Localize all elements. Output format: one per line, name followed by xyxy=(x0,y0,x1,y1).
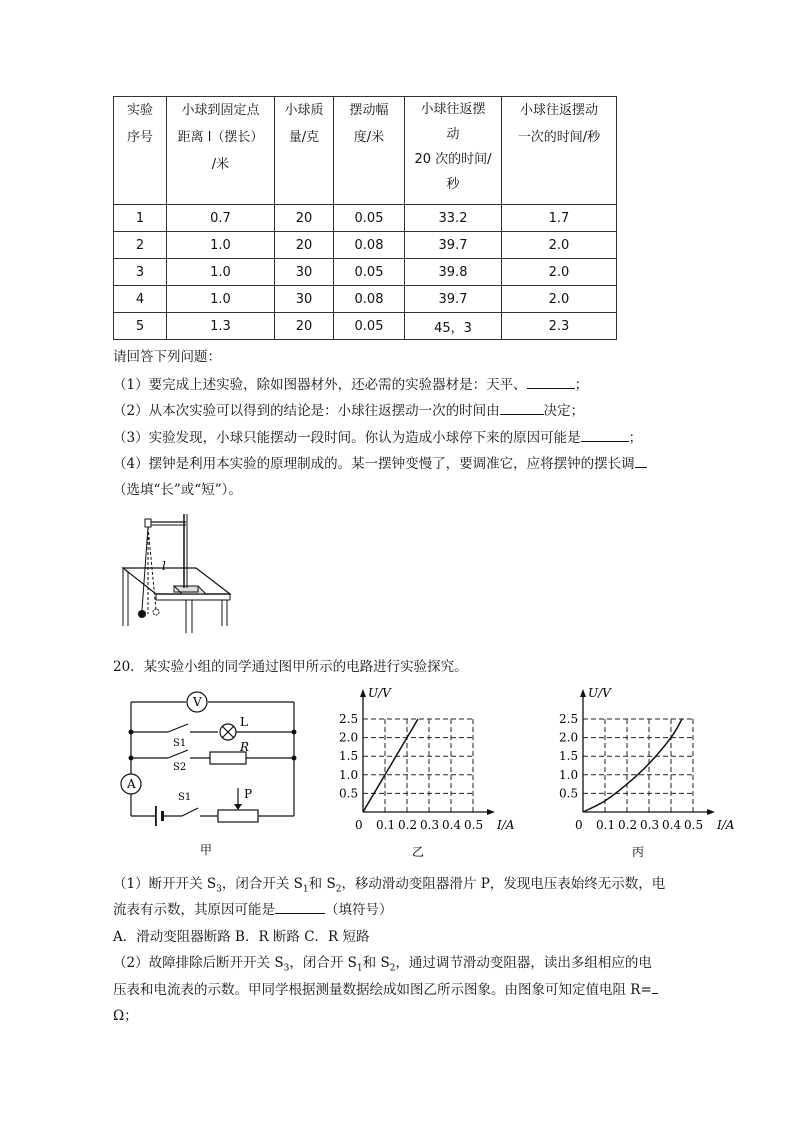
text-span: ，闭合开关 S xyxy=(221,876,303,892)
table-cell: 4 xyxy=(114,286,167,313)
subscript: 3 xyxy=(216,884,222,895)
q19-part3-text: （3）实验发现，小球只能摆动一段时间。你认为造成小球停下来的原因可能是 xyxy=(113,430,581,446)
text-span: （2）故障排除后断开开关 S xyxy=(113,955,284,971)
y-tick-label: 0.5 xyxy=(559,786,579,801)
switch-s1-bottom-label: S1 xyxy=(178,792,192,803)
y-axis-arrow xyxy=(580,689,586,697)
answer-blank[interactable] xyxy=(581,427,629,442)
header-line: 秒 xyxy=(446,177,460,192)
text-span: 流表有示数，其原因可能是 xyxy=(113,902,275,918)
table-cell: 3 xyxy=(114,259,167,286)
x-tick-label: 0.3 xyxy=(420,818,440,832)
table-cell: 1 xyxy=(114,205,167,232)
text-span: 和 S xyxy=(308,876,336,892)
q19-prompt: 请回答下列问题： xyxy=(113,349,221,365)
table-row xyxy=(114,232,617,259)
x-tick-label: 0.4 xyxy=(442,818,462,832)
x-tick-label: 0.3 xyxy=(640,818,660,832)
slider-label: P xyxy=(244,787,253,801)
text-span: 压表和电流表的示数。甲同学根据测量数据绘成如图乙所示图象。由图象可知定值电阻 R= xyxy=(113,982,652,998)
header-cell xyxy=(275,97,334,205)
header-line: /米 xyxy=(211,157,230,172)
table-row xyxy=(114,259,617,286)
text-span: （填符号） xyxy=(325,902,393,918)
header-line: 距离 l（摆长） xyxy=(177,130,264,145)
x-tick-label: 0 xyxy=(575,818,583,832)
table-cell: 1.3 xyxy=(167,313,275,340)
circuit-diagram xyxy=(118,688,304,858)
text-span: ，移动滑动变阻器滑片 P，发现电压表始终无示数，电 xyxy=(341,876,666,892)
q19-part4 xyxy=(113,452,647,472)
x-axis-label: I/A xyxy=(497,818,515,832)
table-cell: 45，3 xyxy=(405,313,502,340)
header-line: 小球到固定点 xyxy=(181,103,260,118)
series-line xyxy=(583,719,682,812)
table-cell: 2.0 xyxy=(502,232,617,259)
table-cell: 2.0 xyxy=(502,286,617,313)
subscript: 1 xyxy=(356,963,363,974)
resistor-label: R xyxy=(240,740,250,754)
y-tick-label: 1.5 xyxy=(339,749,359,764)
text-span: ，通过调节滑动变阻器，读出多组相应的电 xyxy=(395,955,652,971)
q20-part2-line1 xyxy=(113,951,652,974)
q19-part2-text: （2）从本次实验可以得到的结论是：小球往返摆动一次的时间由 xyxy=(113,403,500,419)
y-tick-label: 1.0 xyxy=(339,767,359,782)
y-tick-label: 1.5 xyxy=(559,749,579,764)
x-axis-arrow xyxy=(707,809,715,815)
x-axis-arrow xyxy=(487,809,495,815)
x-tick-label: 0.5 xyxy=(464,818,484,832)
y-axis-label: U/V xyxy=(588,686,611,700)
header-line: 动 xyxy=(446,127,460,142)
q19-part4-text: （4）摆钟是利用本实验的原理制成的。某一摆钟变慢了，要调准它，应将摆钟的摆长调 xyxy=(113,456,635,472)
answer-blank[interactable] xyxy=(652,979,658,994)
header-line: 一次的时间/秒 xyxy=(517,130,601,145)
ammeter-label: A xyxy=(127,777,136,791)
subscript: 3 xyxy=(283,963,290,974)
q19-part3 xyxy=(113,426,642,446)
answer-blank[interactable] xyxy=(500,400,544,415)
lamp-label: L xyxy=(240,715,248,729)
switch-s1-top-label: S1 xyxy=(173,738,187,749)
table-cell: 5 xyxy=(114,313,167,340)
table-cell: 0.05 xyxy=(334,205,405,232)
experiment-table xyxy=(113,96,617,340)
y-tick-label: 1.0 xyxy=(559,767,579,782)
table-cell: 1.0 xyxy=(167,232,275,259)
text-span: ，闭合开 S xyxy=(289,955,357,971)
table-cell: 0.08 xyxy=(334,232,405,259)
header-cell xyxy=(167,97,275,205)
subscript: 2 xyxy=(389,963,396,974)
q19-part1 xyxy=(113,373,588,393)
table-cell: 39.7 xyxy=(405,286,502,313)
table-cell: 0.05 xyxy=(334,259,405,286)
table-cell: 30 xyxy=(275,286,334,313)
table-cell: 39.8 xyxy=(405,259,502,286)
table-cell: 30 xyxy=(275,259,334,286)
q19-part2 xyxy=(113,399,584,419)
table-cell: 2.3 xyxy=(502,313,617,340)
table-cell: 20 xyxy=(275,313,334,340)
table-cell: 20 xyxy=(275,205,334,232)
q20-title: 20．某实验小组的同学通过图甲所示的电路进行实验探究。 xyxy=(113,659,468,675)
text-span: （1）断开开关 S xyxy=(113,876,217,892)
q20-part2-line3: Ω； xyxy=(113,1008,138,1024)
graph-bing xyxy=(545,680,745,860)
subscript: 1 xyxy=(302,884,309,895)
table-row xyxy=(114,313,617,340)
y-tick-label: 2.5 xyxy=(339,712,359,726)
q19-part3-end: ； xyxy=(628,430,643,446)
x-tick-label: 0.1 xyxy=(376,818,396,832)
table-cell: 39.7 xyxy=(405,232,502,259)
x-tick-label: 0.2 xyxy=(618,818,638,832)
answer-blank[interactable] xyxy=(275,899,325,914)
x-tick-label: 0.1 xyxy=(596,818,616,832)
y-tick-label: 2.5 xyxy=(559,712,579,726)
circuit-caption: 甲 xyxy=(200,843,213,857)
x-tick-label: 0.4 xyxy=(662,818,682,832)
y-axis-label: U/V xyxy=(368,686,391,700)
q19-part2-end: 决定； xyxy=(543,403,585,419)
header-line: 20 次的时间/ xyxy=(414,152,492,167)
header-line: 实验 xyxy=(126,103,153,118)
subscript: 2 xyxy=(335,884,342,895)
header-line: 度/米 xyxy=(353,130,385,145)
q20-part1-line2 xyxy=(113,898,393,918)
pendulum-length-label: l xyxy=(162,559,166,573)
table-cell: 33.2 xyxy=(405,205,502,232)
q19-part4-cont: （选填“长”或“短”）。 xyxy=(113,482,242,498)
table-cell: 2 xyxy=(114,232,167,259)
header-line: 量/克 xyxy=(288,130,320,145)
graph-yi xyxy=(325,680,525,860)
q19-part1-end: ； xyxy=(574,377,589,393)
graph-caption: 丙 xyxy=(632,845,645,859)
x-tick-label: 0.5 xyxy=(684,818,704,832)
text-span: 和 S xyxy=(362,955,390,971)
pendulum-figure xyxy=(118,508,238,638)
header-line: 摆动幅 xyxy=(349,103,389,118)
answer-blank[interactable] xyxy=(635,453,647,468)
table-cell: 1.0 xyxy=(167,286,275,313)
graph-caption: 乙 xyxy=(412,845,425,859)
y-tick-label: 0.5 xyxy=(339,786,359,801)
q20-options: A．滑动变阻器断路 B．R 断路 C．R 短路 xyxy=(113,929,370,945)
x-tick-label: 0 xyxy=(355,818,363,832)
y-axis-arrow xyxy=(360,689,366,697)
header-line: 小球往返摆 xyxy=(420,102,486,117)
x-axis-label: I/A xyxy=(717,818,735,832)
table-row xyxy=(114,286,617,313)
y-tick-label: 2.0 xyxy=(339,730,359,745)
header-cell xyxy=(405,97,502,205)
table-cell: 0.05 xyxy=(334,313,405,340)
q20-part1-line1 xyxy=(113,872,665,895)
table-header-row xyxy=(114,97,617,205)
table-cell: 2.0 xyxy=(502,259,617,286)
header-line: 小球往返摆动 xyxy=(519,103,598,118)
y-tick-label: 2.0 xyxy=(559,730,579,745)
answer-blank[interactable] xyxy=(527,374,575,389)
switch-s2-label: S2 xyxy=(173,762,187,773)
table-cell: 0.7 xyxy=(167,205,275,232)
header-cell xyxy=(114,97,167,205)
header-cell xyxy=(334,97,405,205)
header-line: 序号 xyxy=(126,130,153,145)
table-cell: 0.08 xyxy=(334,286,405,313)
header-cell xyxy=(502,97,617,205)
series-line xyxy=(363,719,418,812)
table-cell: 20 xyxy=(275,232,334,259)
q20-part2-line2 xyxy=(113,978,658,998)
header-line: 小球质 xyxy=(284,103,324,118)
voltmeter-label: V xyxy=(193,695,202,709)
table-cell: 1.7 xyxy=(502,205,617,232)
q19-part1-text: （1）要完成上述实验，除如图器材外，还必需的实验器材是：天平、 xyxy=(113,377,527,393)
table-row xyxy=(114,205,617,232)
table-cell: 1.0 xyxy=(167,259,275,286)
x-tick-label: 0.2 xyxy=(398,818,418,832)
